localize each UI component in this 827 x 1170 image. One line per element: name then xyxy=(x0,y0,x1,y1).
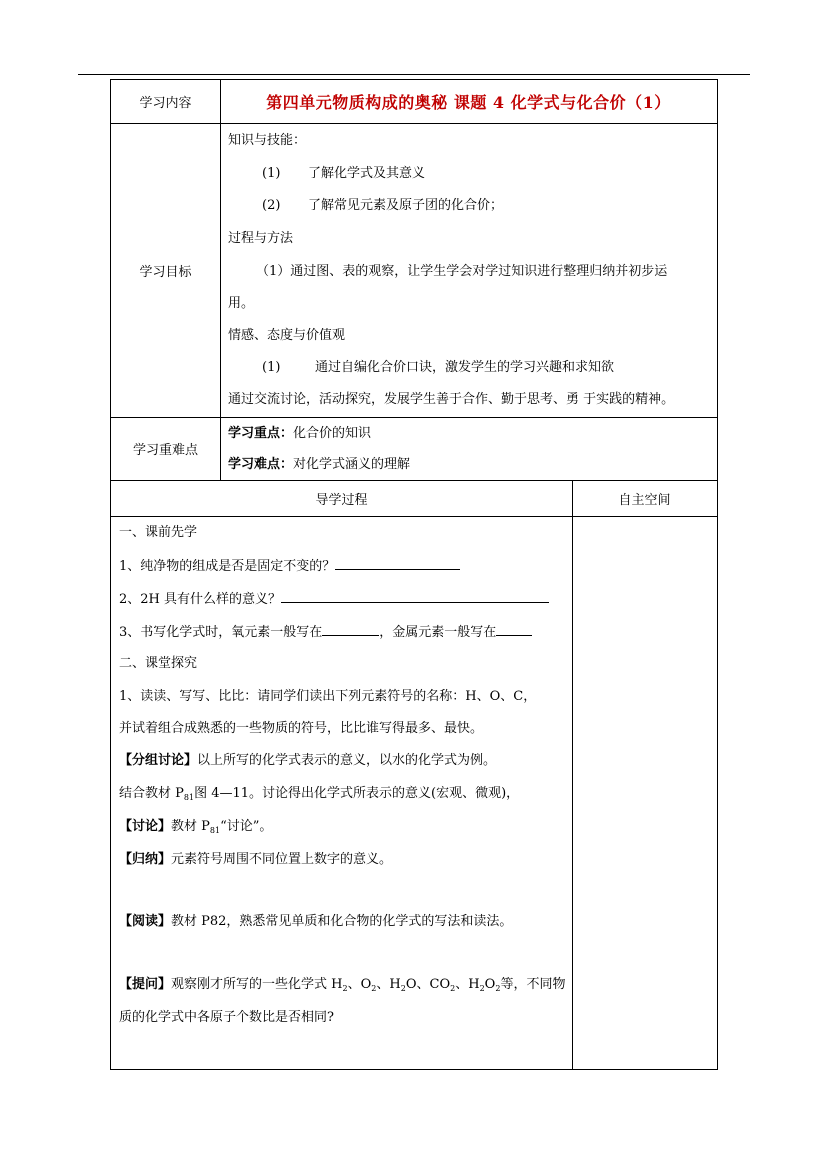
question-prompt-line1: 【提问】观察刚才所写的一些化学式 $H_2$、$O_2$、$H_2O$、$CO_2$、$H_2O_2$等，不同物 xyxy=(119,977,566,993)
content-label: 学习内容 xyxy=(139,96,192,111)
group-discussion: 【分组讨论】以上所写的化学式表示的意义，以水的化学式为例。 xyxy=(119,753,497,768)
self-space-header: 自主空间 xyxy=(618,492,671,508)
answer-blank-3b[interactable] xyxy=(496,623,532,636)
section1-heading: 一、课前先学 xyxy=(119,525,198,540)
e2-text: 通过交流讨论，活动探究，发展学生善于合作、勤于思考、勇 于实践的精神。 xyxy=(228,392,675,407)
lesson-title: 第四单元物质构成的奥秘 课题 4 化学式与化合价（1） xyxy=(266,93,671,112)
guide-header: 导学过程 xyxy=(315,492,368,508)
objectives-content-cell xyxy=(220,123,718,418)
question-prompt-line2: 质的化学式中各原子个数比是否相同? xyxy=(119,1010,334,1025)
objectives-label: 学习目标 xyxy=(139,264,192,280)
emotion-heading: 情感、态度与价值观 xyxy=(228,328,346,343)
answer-blank-1[interactable] xyxy=(335,557,460,570)
difficulty-label: 学习难点： xyxy=(228,457,294,472)
k1-num: (1) xyxy=(262,166,281,181)
answer-blank-2[interactable] xyxy=(281,590,549,603)
knowledge-heading: 知识与技能： xyxy=(228,133,307,148)
self-space-header-cell xyxy=(572,480,718,517)
focus-line xyxy=(228,426,371,442)
lesson-title-cell xyxy=(220,79,718,124)
activity1-line2: 并试着组合成熟悉的一些物质的符号，比比谁写得最多、最快。 xyxy=(119,721,484,736)
keypoints-content-cell xyxy=(220,417,718,481)
guide-body-cell xyxy=(110,516,573,1070)
discussion-line: 【讨论】教材 $P_{81}“$讨论”。 xyxy=(119,819,273,835)
k2-num: (2) xyxy=(262,198,281,213)
answer-blank-3a[interactable] xyxy=(322,623,379,636)
header-rule xyxy=(78,74,750,75)
p1-cont: 用。 xyxy=(228,296,255,311)
reading-line: 【阅读】教材 P82，熟悉常见单质和化合物的化学式的写法和读法。 xyxy=(119,914,513,929)
question-3: 3、书写化学式时，氧元素一般写在 ，金属元素一般写在 xyxy=(119,623,532,641)
summary-line: 【归纳】元素符号周围不同位置上数字的意义。 xyxy=(119,852,393,867)
focus-label: 学习重点： xyxy=(228,426,294,441)
difficulty-line xyxy=(228,457,410,473)
section2-heading: 二、课堂探究 xyxy=(119,656,198,671)
activity1-line1: 1、读读、写写、比比：请同学们读出下列元素符号的名称：H、O、C， xyxy=(119,689,537,704)
e1-num: (1) xyxy=(262,360,281,375)
objectives-label-cell xyxy=(110,123,221,418)
self-space-cell[interactable] xyxy=(572,516,718,1070)
question-1: 1、纯净物的组成是否是固定不变的？ xyxy=(119,557,460,575)
p1-text: （1）通过图、表的观察，让学生学会对学过知识进行整理归纳并初步运 xyxy=(256,264,668,279)
keypoints-label-cell xyxy=(110,417,221,481)
focus-text: 化合价的知识 xyxy=(293,426,372,441)
e1-text: 通过自编化合价口诀，激发学生的学习兴趣和求知欲 xyxy=(315,360,615,375)
guide-header-cell xyxy=(110,480,573,517)
content-label-cell xyxy=(110,79,221,124)
textbook-line: 结合教材 $P_{81}$图 4—11。讨论得出化学式所表示的意义(宏观、微观)， xyxy=(119,786,520,802)
difficulty-text: 对化学式涵义的理解 xyxy=(293,457,411,472)
keypoints-label: 学习重难点 xyxy=(132,443,198,458)
k2-text: 了解常见元素及原子团的化合价； xyxy=(308,198,504,213)
process-heading: 过程与方法 xyxy=(228,231,294,246)
question-2: 2、2H 具有什么样的意义？ xyxy=(119,590,549,608)
k1-text: 了解化学式及其意义 xyxy=(308,166,426,181)
